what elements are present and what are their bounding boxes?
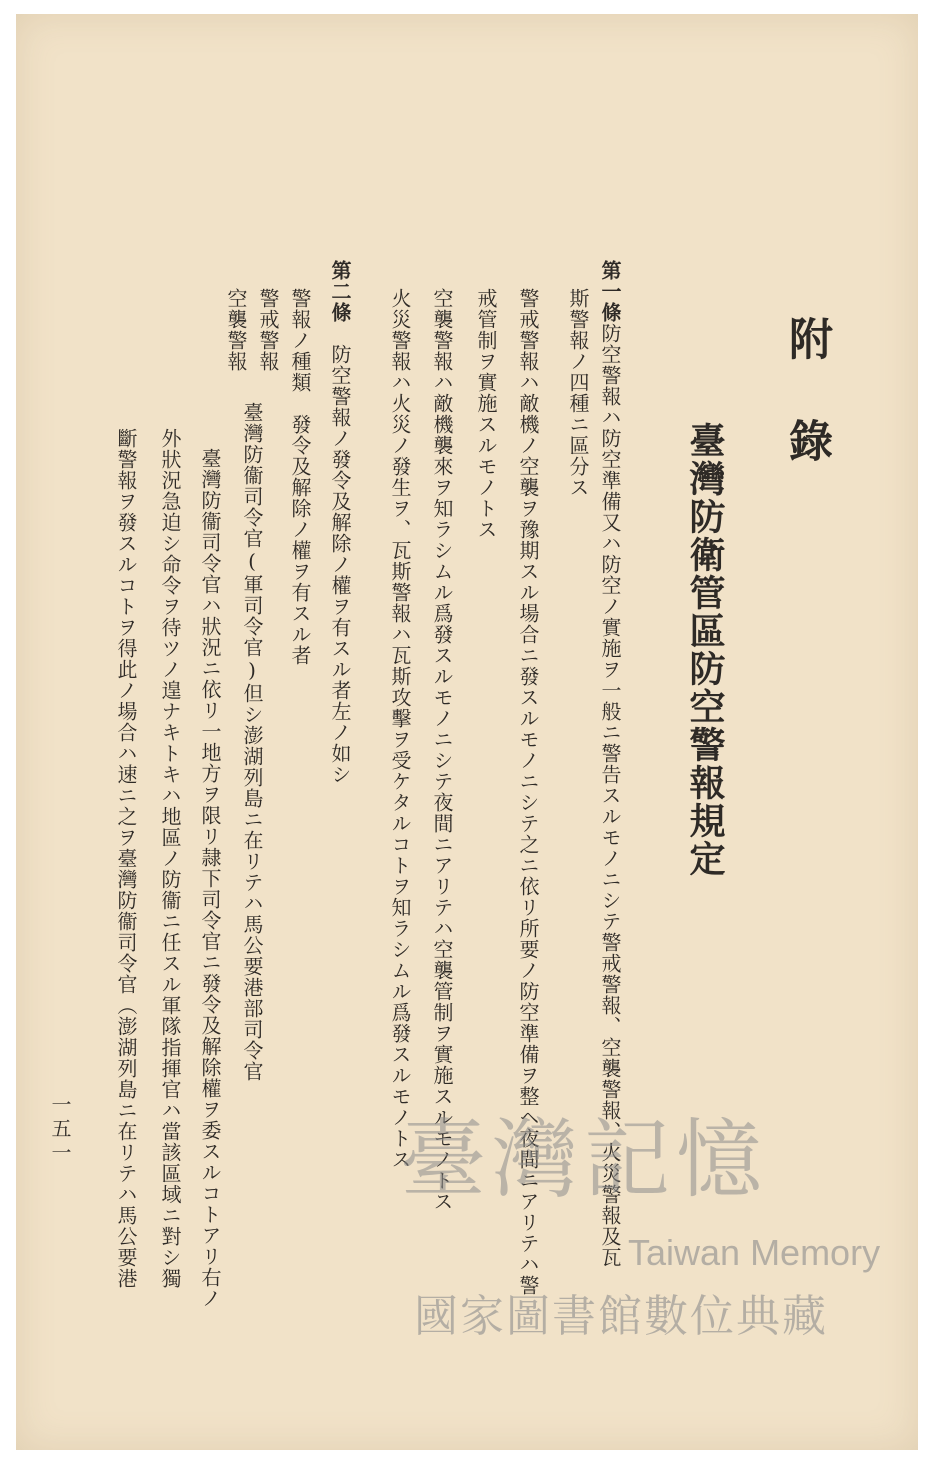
article-2-label: 第二條 <box>328 260 352 323</box>
article-2-line-2: 警報ノ種類 發令及解除ノ權ヲ有スル者 <box>288 288 312 666</box>
document-title: 臺灣防衛管區防空警報規定 <box>684 422 726 878</box>
watermark-logo-script: 臺灣記憶 <box>400 1110 768 1210</box>
article-2-line-3: 臺灣防衞司令官(軍司令官)但シ澎湖列島ニ在リテハ馬公要港部司令官 <box>240 402 264 1082</box>
article-2-line-5: 外狀況急迫シ命令ヲ待ツノ遑ナキトキハ地區ノ防衞ニ任スル軍隊指揮官ハ當該區域ニ對シ獨 <box>158 428 182 1289</box>
article-2-line-1: 第二條 防空警報ノ發令及解除ノ權ヲ有スル者左ノ如シ <box>328 260 352 785</box>
article-1-line-5: 空襲警報ハ敵機襲來ヲ知ラシムル爲發スルモノニシテ夜間ニアリテハ空襲管制ヲ實施スルモノトス <box>430 288 454 1212</box>
article-1-line-3: 警戒警報ハ敵機ノ空襲ヲ豫期スル場合ニ發スルモノニシテ之ニ依リ所要ノ防空準備ヲ整ヘ夜間ニアリテハ警 <box>516 288 540 1296</box>
watermark-chinese: 國家圖書館數位典藏 <box>414 1291 828 1342</box>
article-2-line-4: 臺灣防衞司令官ハ狀況ニ依リ一地方ヲ限リ隷下司令官ニ發令及解除權ヲ委スルコトアリ右ノ <box>198 448 222 1309</box>
article-1-line-4: 戒管制ヲ實施スルモノトス <box>474 288 498 540</box>
alert-type-air-raid: 空襲警報 <box>224 288 248 372</box>
article-1-label: 第一條 <box>598 260 622 323</box>
watermark-english: Taiwan Memory <box>628 1232 881 1273</box>
page-number: 一五一 <box>48 1094 72 1166</box>
article-1-line-6: 火災警報ハ火災ノ發生ヲ、瓦斯警報ハ瓦斯攻擊ヲ受ケタルコトヲ知ラシムル爲發スルモノトス <box>388 288 412 1170</box>
alert-type-warning: 警戒警報 <box>256 288 280 372</box>
article-1-line-1: 第一條防空警報ハ防空準備又ハ防空ノ實施ヲ一般ニ警告スルモノニシテ警戒警報、空襲警報、火災警報及瓦 <box>598 260 622 1268</box>
article-2-line-6: 斷警報ヲ發スルコトヲ得此ノ場合ハ速ニ之ヲ臺灣防衞司令官（澎湖列島ニ在リテハ馬公要港 <box>114 428 138 1289</box>
article-1-line-2: 斯警報ノ四種ニ區分ス <box>566 288 590 498</box>
appendix-heading: 附錄 <box>781 316 832 520</box>
